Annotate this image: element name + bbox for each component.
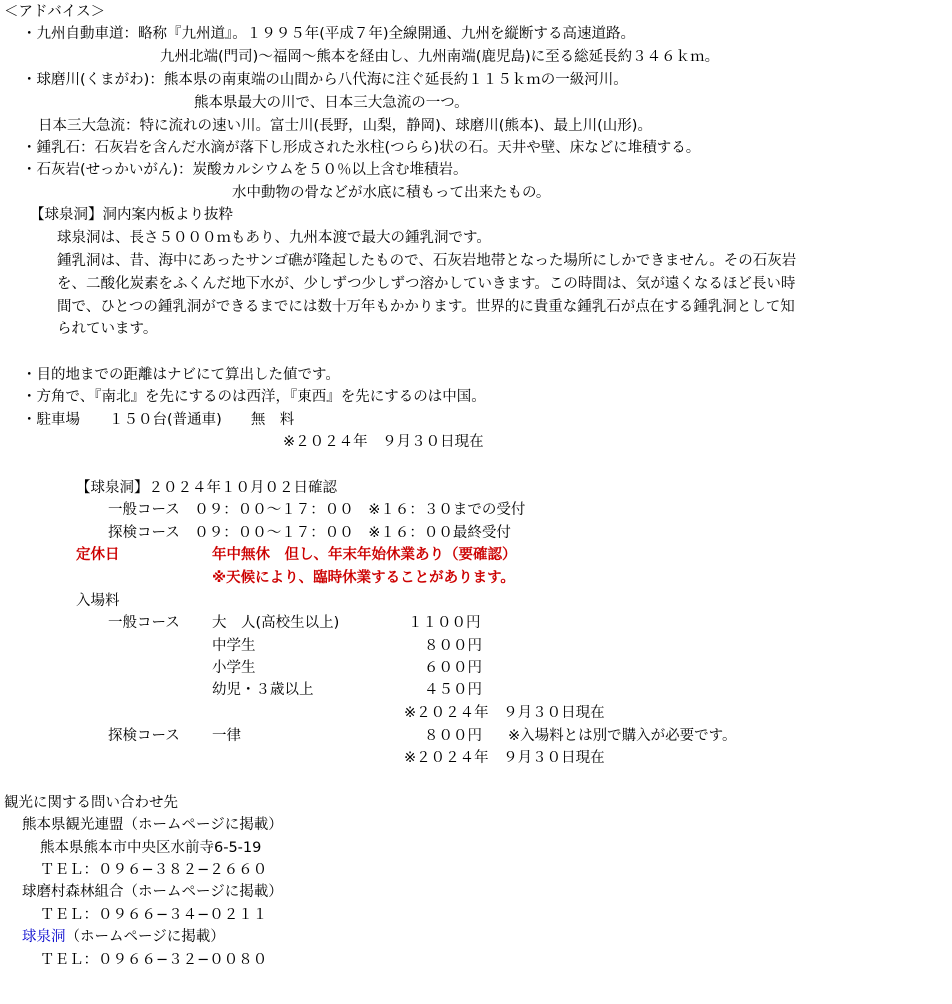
kumamoto-tourism-name: 熊本県観光連盟（ホームページに掲載） [22,817,283,833]
kumagawa-line-1: ・球磨川(くまがわ)：熊本県の南東端の山間から八代海に注ぐ延長約１１５ｋｍの一級河川。 [22,72,628,88]
limestone-line-2: 水中動物の骨などが水底に積もって出来たもの。 [232,185,551,201]
expressway-line-2: 九州北端(門司)〜福岡〜熊本を経由し、九州南端(鹿児島)に至る総延長約３４６ｋｍ。 [160,49,720,65]
child-price: ４５０円 [424,682,482,698]
cave-paragraph-2-line-1: 鍾乳洞は、昔、海中にあったサンゴ礁が隆起したもので、石灰岩地帯となった場所にしかできません。その石灰岩 [57,253,797,269]
cave-paragraph-2-line-2: を、二酸化炭素をふくんだ地下水が、少しずつ少しずつ溶かしていきます。この時間は、気が遠くなるほど長い時 [57,276,796,292]
as-of-date-3: ※２０２４年 ９月３０日現在 [404,750,605,766]
explore-course-hours: 探検コース ０９：００〜１７：００ ※１６：００最終受付 [108,525,511,541]
elementary-label: 小学生 [212,660,256,676]
junior-high-label: 中学生 [212,638,256,654]
cave-link[interactable]: 球泉洞 [22,929,66,945]
cave-paragraph-1: 球泉洞は、長さ５０００ｍもあり、九州本渡で最大の鍾乳洞です。 [57,230,491,246]
cave-paragraph-2-line-3: 間で、ひとつの鍾乳洞ができるまでには数十万年もかかります。世界的に貴重な鍾乳石が点在する鍾乳洞として知 [57,299,795,315]
kuma-forest-cooperative-tel: ＴＥＬ：０９６６−３４−０２１１ [40,907,268,923]
weather-closure-note: ※天候により、臨時休業することがあります。 [212,570,515,586]
as-of-date-2: ※２０２４年 ９月３０日現在 [404,705,605,721]
contacts-heading: 観光に関する問い合わせ先 [4,795,178,811]
closed-label: 定休日 [76,547,120,563]
as-of-date-1: ※２０２４年 ９月３０日現在 [283,434,484,450]
adult-label: 大 人(高校生以上) [212,615,340,631]
hours-title: 【球泉洞】２０２４年１０月０２日確認 [76,480,337,496]
flat-rate-label: 一律 [212,728,241,744]
general-course-hours: 一般コース ０９：００〜１７：００ ※１６：３０までの受付 [108,502,526,518]
cave-contact-suffix: （ホームページに掲載） [65,929,225,945]
fees-label: 入場料 [76,593,120,609]
stalactite-line: ・鍾乳石：石灰岩を含んだ水滴が落下し形成された氷柱(つらら)状の石。天井や壁、床などに堆積する。 [22,140,701,156]
kumamoto-tourism-tel: ＴＥＬ：０９６−３８２−２６６０ [40,862,268,878]
explore-course-label: 探検コース [108,728,180,744]
elementary-price: ６００円 [424,660,482,676]
child-label: 幼児・３歳以上 [212,682,314,698]
kuma-forest-cooperative-name: 球磨村森林組合（ホームページに掲載） [22,884,283,900]
kumagawa-line-2: 熊本県最大の川で、日本三大急流の一つ。 [194,95,469,111]
cave-contact-line [22,926,225,948]
expressway-line-1: ・九州自動車道：略称『九州道』。１９９５年(平成７年)全線開通、九州を縦断する高速道路。 [22,26,636,42]
cave-paragraph-2-line-4: られています。 [57,321,158,337]
cave-excerpt-heading: 【球泉洞】洞内案内板より抜粋 [30,207,233,223]
explore-price: ８００円 [424,728,482,744]
adult-price: １１００円 [408,615,481,631]
kumamoto-tourism-address: 熊本県熊本市中央区水前寺6-5-19 [40,840,262,856]
closed-value: 年中無休 但し、年末年始休業あり（要確認） [212,547,517,563]
cave-tel: ＴＥＬ：０９６６−３２−００８０ [40,952,268,968]
parking-line: ・駐車場 １５０台(普通車) 無 料 [22,412,295,428]
limestone-line-1: ・石灰岩(せっかいがん)：炭酸カルシウムを５０％以上含む堆積岩。 [22,162,468,178]
general-course-label: 一般コース [108,615,180,631]
junior-high-price: ８００円 [424,638,482,654]
direction-note: ・方角で、『南北』を先にするのは西洋，『東西』を先にするのは中国。 [22,389,486,405]
explore-fee-note: ※入場料とは別で購入が必要です。 [508,728,737,744]
three-rapids-line: 日本三大急流：特に流れの速い川。富士川(長野，山梨，静岡)、球磨川(熊本)、最上川(山形)。 [38,118,652,134]
advice-heading: ＜アドバイス＞ [4,4,106,20]
distance-note: ・目的地までの距離はナビにて算出した値です。 [22,367,340,383]
